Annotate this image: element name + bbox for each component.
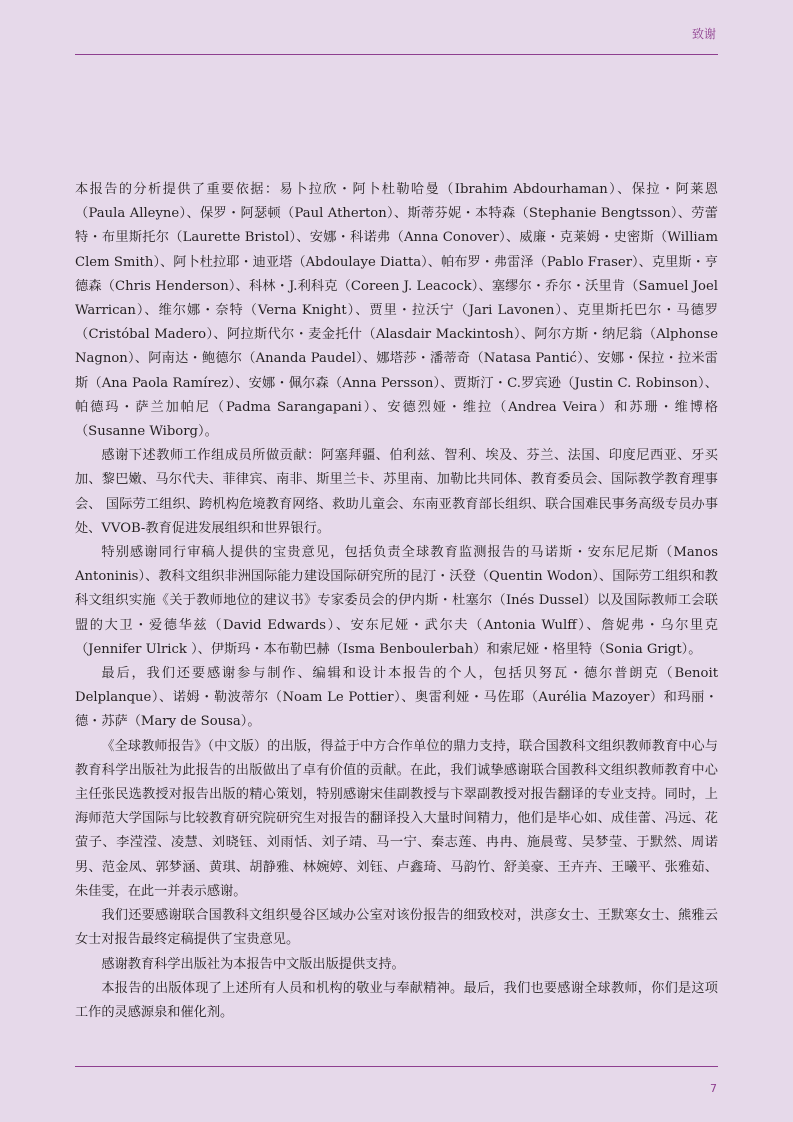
paragraph-peer-reviewers: 特别感谢同行审稿人提供的宝贵意见，包括负责全球教育监测报告的马诺斯・安东尼尼斯（Manos Antoninis）、教科文组织非洲国际能力建设国际研究所的昆汀・沃登（Quentin Wodon）、国际劳工组织和教科文组织实施《关于教师地位的建议书》专家委员会的伊内斯・杜塞尔（Inés Dussel）以及国际教师工会联盟的大卫・爱德华兹（David Edwards）、安东尼娅・武尔夫（Antonia Wulff）、詹妮弗・乌尔里克（Jennifer Ulrick ）、伊斯玛・本布勒巴赫（Isma Benboulerbah）和索尼娅・格里特（Sonia Grigt）。 xyxy=(75,545,718,657)
acknowledgements-body xyxy=(75,178,718,1025)
paragraph-chinese-edition: 《全球教师报告》（中文版）的出版，得益于中方合作单位的鼎力支持，联合国教科文组织教师教育中心与教育科学出版社为此报告的出版做出了卓有价值的贡献。在此，我们诚挚感谢联合国教科文组织教师教育中心主任张民选教授对报告出版的精心策划，特别感谢宋佳副教授与卞翠副教授对报告翻译的专业支持。同时，上海师范大学国际与比较教育研究院研究生对报告的翻译投入大量时间精力，他们是毕心如、成佳蕾、冯远、花萤子、李滢滢、凌慧、刘晓钰、刘雨恬、刘子靖、马一宁、秦志莲、冉冉、施晨莺、吴梦莹、于默然、周诺男、范金凤、郭梦涵、黄琪、胡静雅、林婉婷、刘钰、卢鑫琦、马韵竹、舒美豪、王卉卉、王曦平、张雅茹、朱佳雯，在此一并表示感谢。 xyxy=(75,738,718,899)
running-header-title: 致谢 xyxy=(691,27,716,41)
paragraph-production-team: 最后，我们还要感谢参与制作、编辑和设计本报告的个人，包括贝努瓦・德尔普朗克（Benoit Delplanque）、诺姆・勒波蒂尔（Noam Le Pottier）、奥雷利娅・马佐耶（Aurélia Mazoyer）和玛丽・德・苏萨（Mary de Sousa）。 xyxy=(75,666,718,730)
footer-divider xyxy=(75,1066,718,1067)
header-divider xyxy=(75,54,718,55)
page-number: 7 xyxy=(710,1082,717,1095)
paragraph-publisher: 感谢教育科学出版社为本报告中文版出版提供支持。 xyxy=(101,956,405,972)
paragraph-contributors: 本报告的分析提供了重要依据：易卜拉欣・阿卜杜勒哈曼（Ibrahim Abdourhaman）、保拉・阿莱恩（Paula Alleyne）、保罗・阿瑟顿（Paul Atherton）、斯蒂芬妮・本特森（Stephanie Bengtsson）、劳蕾特・布里斯托尔（Laurette Bristol）、安娜・科诺弗（Anna Conover）、威廉・克莱姆・史密斯（William Clem Smith）、阿卜杜拉耶・迪亚塔（Abdoulaye Diatta）、帕布罗・弗雷泽（Pablo Fraser）、克里斯・亨德森（Chris Henderson）、科林・J.利科克（Coreen J. Leacock）、塞缪尔・乔尔・沃里肯（Samuel Joel Warrican）、维尔娜・奈特（Verna Knight）、贾里・拉沃宁（Jari Lavonen）、克里斯托巴尔・马德罗（Cristóbal Madero）、阿拉斯代尔・麦金托什（Alasdair Mackintosh）、阿尔方斯・纳尼翁（Alphonse Nagnon）、阿南达・鲍德尔（Ananda Paudel）、娜塔莎・潘蒂奇（Natasa Pantić）、安娜・保拉・拉米雷斯（Ana Paola Ramírez）、安娜・佩尔森（Anna Persson）、贾斯汀・C.罗宾逊（Justin C. Robinson）、帕德玛・萨兰加帕尼（Padma Sarangapani）、安德烈娅・维拉（Andrea Veira）和苏珊・维博格（Susanne Wiborg）。 xyxy=(75,182,718,440)
paragraph-bangkok-office: 我们还要感谢联合国教科文组织曼谷区域办公室对该份报告的细致校对，洪彦女士、王默寒女士、熊雅云女士对报告最终定稿提供了宝贵意见。 xyxy=(75,908,718,948)
paragraph-closing: 本报告的出版体现了上述所有人员和机构的敬业与奉献精神。最后，我们也要感谢全球教师，你们是这项工作的灵感源泉和催化剂。 xyxy=(75,980,718,1020)
paragraph-working-group: 感谢下述教师工作组成员所做贡献：阿塞拜疆、伯利兹、智利、埃及、芬兰、法国、印度尼西亚、牙买加、黎巴嫩、马尔代夫、菲律宾、南非、斯里兰卡、苏里南、加勒比共同体、教育委员会、国际教学教育理事会、 国际劳工组织、跨机构危境教育网络、救助儿童会、东南亚教育部长组织、联合国难民事务高级专员办事处、VVOB-教育促进发展组织和世界银行。 xyxy=(75,448,718,536)
